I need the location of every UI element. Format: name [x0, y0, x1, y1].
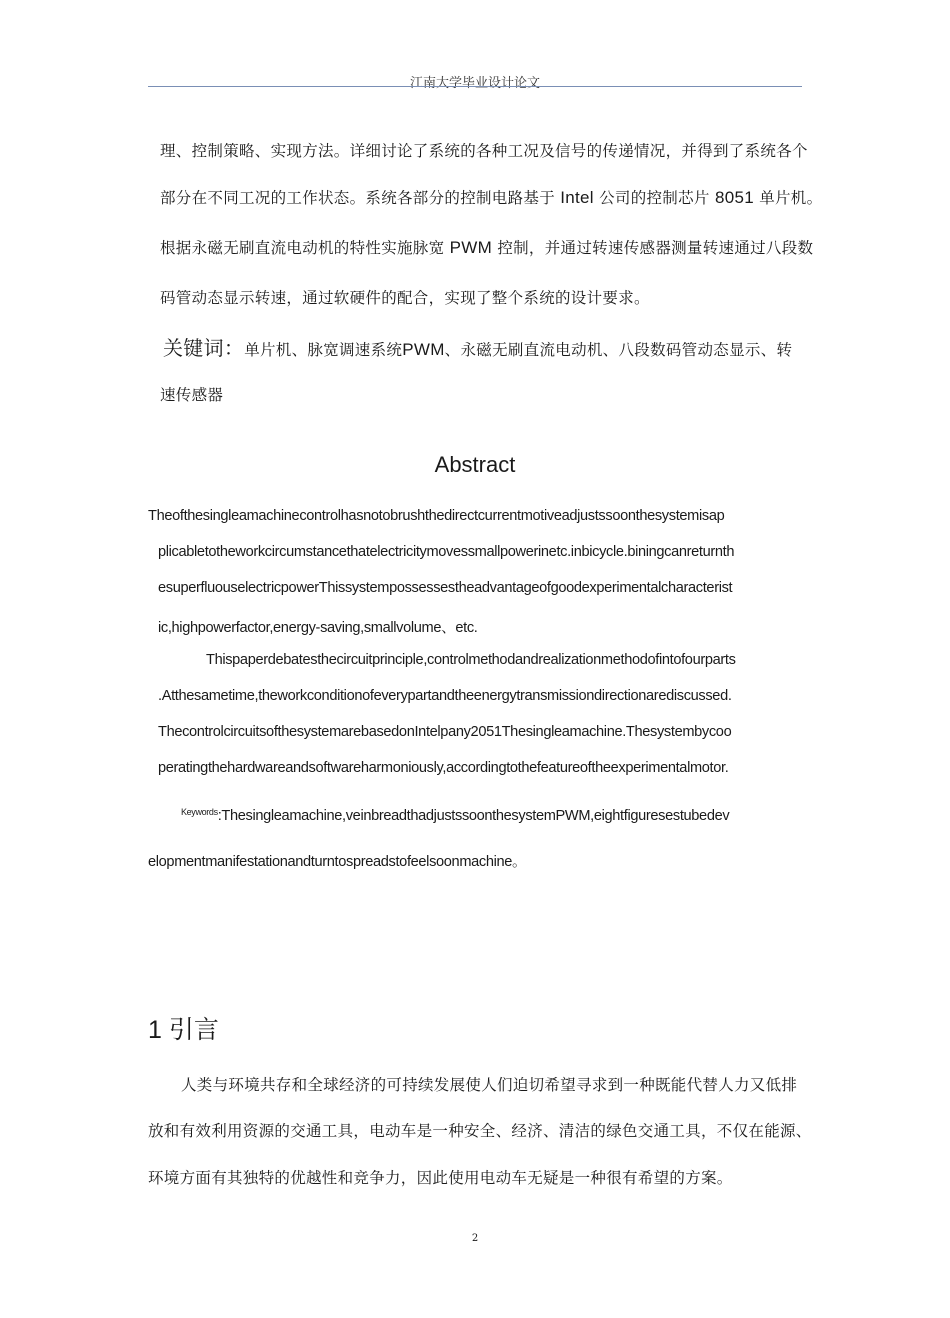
- abstract-title: Abstract: [434, 452, 516, 477]
- cn-keywords-line-1: 关键词：单片机、脉宽调速系统PWM、永磁无刷直流电动机、八段数码管动态显示、转: [163, 336, 793, 360]
- abstract-line-4: ic,highpowerfactor,energy-saving,smallvolume、etc.: [158, 620, 478, 636]
- abstract-line-1: Theofthesingleamachinecontrolhasnotobrushthedirectcurrentmotiveadjustssoonthesystemisap: [148, 508, 725, 524]
- header-rule: [148, 86, 802, 87]
- cn-abstract-line-1: 理、控制策略、实现方法。详细讨论了系统的各种工况及信号的传递情况，并得到了系统各个: [160, 142, 808, 160]
- cn-keywords-line-2: 速传感器: [160, 386, 224, 404]
- running-header: 江南大学毕业设计论文: [409, 76, 540, 91]
- cn-keywords-label: 关键词：: [163, 336, 245, 360]
- cn-abstract-line-4: 码管动态显示转速，通过软硬件的配合，实现了整个系统的设计要求。: [160, 289, 650, 307]
- page-number: 2: [471, 1233, 479, 1244]
- en-keywords-label: Keywords: [181, 807, 218, 817]
- abstract-line-7: ThecontrolcircuitsofthesystemarebasedonIntelpany2051Thesingleamachine.Thesystembycoo: [158, 724, 732, 740]
- abstract-line-8: peratingthehardwareandsoftwareharmoniously,accordingtothefeatureoftheexperimentalmotor.: [158, 760, 729, 776]
- section-1-heading: 1 引言: [148, 1016, 219, 1044]
- abstract-line-3: esuperfluouselectricpowerThissystempossessestheadvantageofgoodexperimentalcharacterist: [158, 580, 733, 596]
- abstract-line-6: .Atthesametime,theworkconditionofeverypartandtheenergytransmissiondirectionarediscussed.: [158, 688, 732, 704]
- en-keywords-line-2: elopmentmanifestationandturntospreadstofeelsoonmachine。: [148, 854, 527, 870]
- section-1-line-3: 环境方面有其独特的优越性和竞争力，因此使用电动车无疑是一种很有希望的方案。: [148, 1169, 733, 1187]
- cn-abstract-line-2: 部分在不同工况的工作状态。系统各部分的控制电路基于 Intel 公司的控制芯片 8051 单片机。: [160, 188, 823, 207]
- cn-abstract-line-3: 根据永磁无刷直流电动机的特性实施脉宽 PWM 控制，并通过转速传感器测量转速通过八段数: [160, 238, 814, 257]
- abstract-line-2: plicabletotheworkcircumstancethatelectricitymovessmallpowerinetc.inbicycle.biningcanreturnth: [158, 544, 735, 560]
- section-1-line-1: 人类与环境共存和全球经济的可持续发展使人们迫切希望寻求到一种既能代替人力又低排: [181, 1076, 798, 1094]
- section-1-line-2: 放和有效利用资源的交通工具，电动车是一种安全、经济、清洁的绿色交通工具，不仅在能源、: [148, 1122, 812, 1140]
- abstract-line-5: Thispaperdebatesthecircuitprinciple,controlmethodandrealizationmethodofintofourparts: [206, 652, 736, 668]
- en-keywords-line-1: $^{Keywords}$:Thesingleamachine,veinbreadthadjustssoonthesystemPWM,eightfiguresestubedev: [181, 807, 730, 824]
